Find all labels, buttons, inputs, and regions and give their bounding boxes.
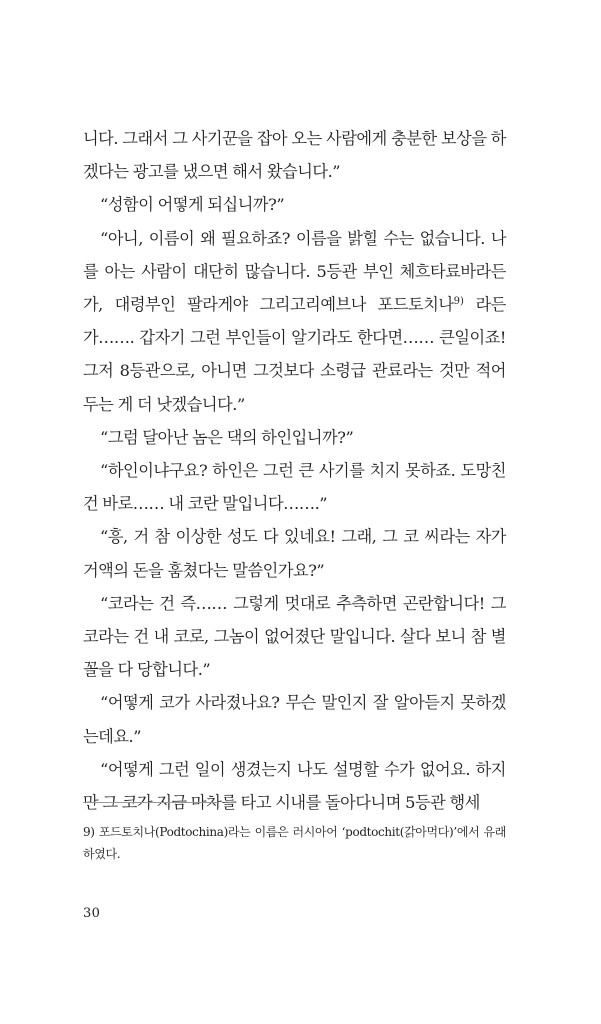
footnote-divider — [83, 802, 219, 803]
paragraph: 니다. 그래서 그 사기꾼을 잡아 오는 사람에게 충분한 보상을 하겠다는 광고를 냈으면 해서 왔습니다.” — [83, 129, 506, 182]
footnote: 9) 포드토치나(Podtochina)라는 이름은 러시아어 ‘podtochit(갉아먹다)’에서 유래하였다. — [83, 825, 506, 861]
paragraph: “어떻게 그런 일이 생겼는지 나도 설명할 수가 없어요. 하지만 그 코가 지금 마차를 타고 시내를 돌아다니며 5등관 행세 — [83, 759, 506, 813]
paragraph: “그럼 달아난 놈은 댁의 하인입니까?” — [100, 427, 354, 447]
paragraph — [83, 222, 506, 421]
footnote-reference[interactable]: 9) — [453, 296, 464, 308]
paragraph: “어떻게 코가 사라졌나요? 무슨 말인지 잘 알아듣지 못하겠는데요.” — [83, 693, 506, 746]
paragraph: “흥, 거 참 이상한 성도 다 있네요! 그래, 그 코 씨라는 자가 거액의 돈을 훔쳤다는 말씀인가요?” — [83, 527, 506, 580]
paragraph: “성함이 어떻게 되십니까?” — [100, 195, 285, 215]
paragraph-text: 라든가……. 갑자기 그런 부인들이 알기라도 한다면…… 큰일이죠! 그저 8등관으로, 아니면 그것보다 소령급 관료라는 것만 적어 두는 게 더 낫겠습니다.” — [83, 295, 506, 414]
paragraph: “하인이냐구요? 하인은 그런 큰 사기를 치지 못하죠. 도망친 건 바로…… 내 코란 말입니다…….” — [83, 461, 506, 514]
body-text — [83, 122, 506, 819]
paragraph-text: “아니, 이름이 왜 필요하죠? 이름을 밝힐 수는 없습니다. 나를 아는 사람이 대단히 많습니다. 5등관 부인 체흐타료바라든가, 대령부인 팔라게야 그리고리예브나 포드토치나 — [83, 228, 506, 315]
paragraph: “코라는 건 즉…… 그렇게 멋대로 추측하면 곤란합니다! 그 코라는 건 내 코로, 그놈이 없어졌단 말입니다. 살다 보니 참 별꼴을 다 당합니다.” — [83, 593, 506, 680]
page-number: 30 — [83, 906, 101, 921]
